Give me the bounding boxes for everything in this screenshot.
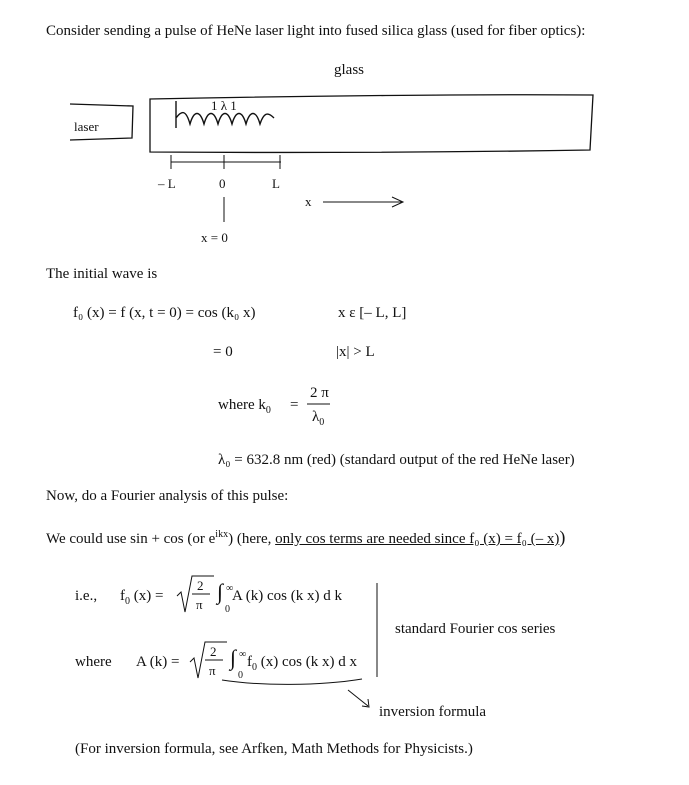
intro-text: Consider sending a pulse of HeNe laser light into fused silica glass (used for fiber optics): — [46, 23, 586, 39]
inversion-label: inversion formula — [379, 704, 487, 720]
lambda-line: λ₀ = 632.8 nm (red) (standard output of the red HeNe laser) — [218, 452, 575, 468]
f0-equation: f₀ (x) = f (x, t = 0) = cos (k₀ x) — [73, 305, 256, 321]
initial-wave-heading: The initial wave is — [46, 266, 158, 282]
ie-lhs: $f_0$ (x) = — [120, 588, 164, 607]
f0-zero: = 0 — [213, 344, 233, 360]
origin-label: x = 0 — [201, 230, 228, 245]
k0-denominator: $\lambda_0$ — [312, 409, 325, 428]
zero-label: 0 — [219, 176, 226, 191]
glass-label: glass — [334, 62, 364, 78]
f0-condition-outside: |x| > L — [336, 344, 375, 360]
L-label: L — [272, 176, 280, 191]
k0-where: where $k_0$ — [218, 397, 271, 416]
laser-label: laser — [74, 119, 99, 134]
where-integrand: $f_0$ (x) cos (k x) d x — [247, 654, 357, 673]
ie-label: i.e., — [75, 588, 98, 604]
k0-equals: = — [290, 397, 299, 413]
cos-series-label: standard Fourier cos series — [395, 621, 556, 637]
where-integral-sign: ∫ — [230, 645, 237, 670]
where-A: A (k) = — [136, 654, 180, 670]
where-int-lower: 0 — [238, 670, 243, 681]
fourier-heading: Now, do a Fourier analysis of this pulse: — [46, 488, 289, 504]
k0-numerator: 2 π — [310, 385, 329, 401]
ie-int-upper: ∞ — [226, 583, 234, 594]
where-sqrt-den: π — [209, 663, 216, 678]
x-axis-label: x — [305, 194, 312, 209]
ie-int-lower: 0 — [225, 604, 230, 615]
ie-sqrt-num: 2 — [197, 578, 204, 593]
minus-L-label: – L — [158, 176, 176, 191]
reference-text: (For inversion formula, see Arfken, Math Methods for Physicists.) — [75, 741, 473, 757]
ie-sqrt-den: π — [196, 597, 203, 612]
ie-integrand: A (k) cos (k x) d k — [232, 588, 342, 604]
where-label: where — [75, 654, 112, 670]
f0-condition-inside: x ε [– L, L] — [338, 305, 407, 321]
fourier-line: We could use sin + cos (or $e^{ikx}$) (here, only cos terms are needed since f₀ (x) = f₀ (– x)) — [46, 527, 566, 547]
where-int-upper: ∞ — [239, 649, 247, 660]
where-sqrt-num: 2 — [210, 644, 217, 659]
ie-integral-sign: ∫ — [217, 579, 224, 604]
wavelength-label: 1 λ 1 — [211, 98, 237, 113]
